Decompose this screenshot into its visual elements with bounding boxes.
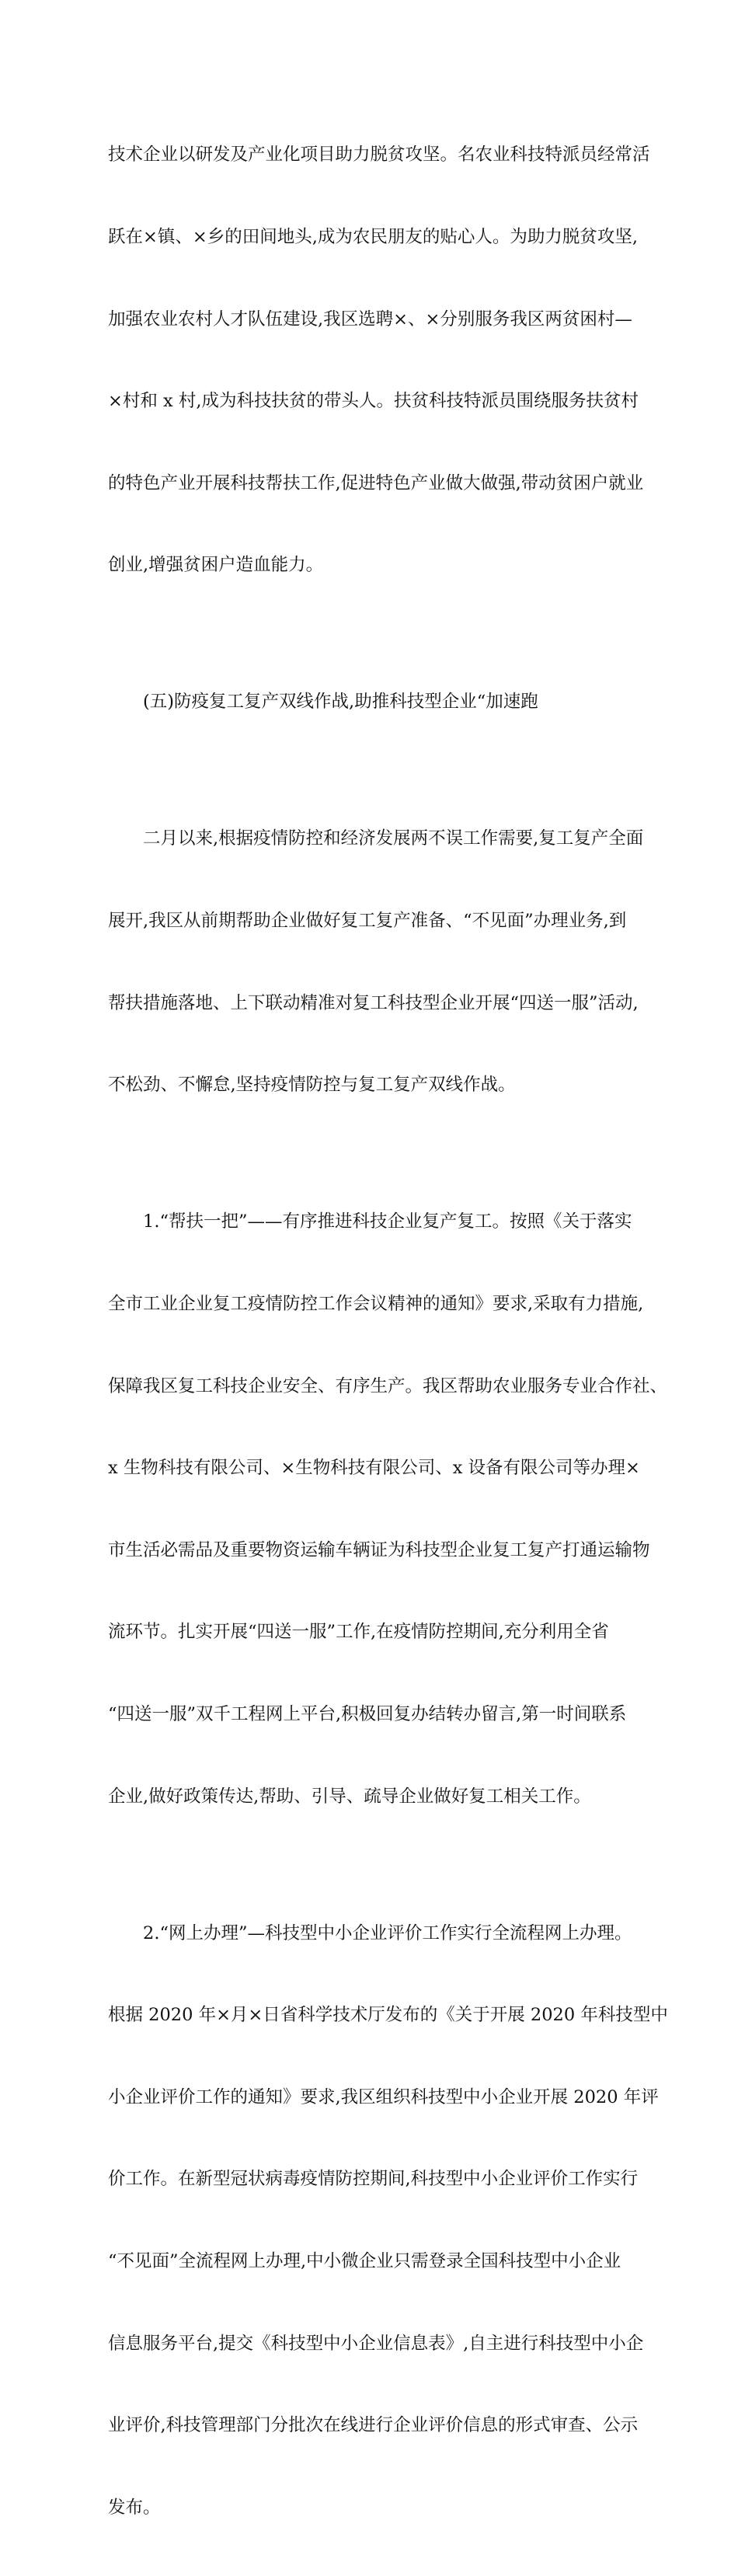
section-heading [108, 634, 644, 771]
text-line: 展开,我区从前期帮助企业做好复工复产准备、“不见面”办理业务,到 [108, 911, 627, 932]
heading-line: (五)防疫复工复产双线作战,助推科技型企业“加速跑 [143, 692, 538, 713]
text-line: 帮扶措施落地、上下联动精准对复工科技型企业开展“四送一服”活动, [108, 992, 639, 1013]
text-line: 小企业评价工作的通知》要求,我区组织科技型中小企业开展 2020 年评 [108, 2086, 659, 2107]
text-line: 2.“网上办理”—科技型中小企业评价工作实行全流程网上办理。 [143, 1922, 632, 1943]
paragraph-1 [108, 87, 650, 634]
text-line: 跃在×镇、×乡的田间地头,成为农民朋友的贴心人。为助力脱贫攻坚, [108, 227, 639, 248]
text-line: 1.“帮扶一把”——有序推进科技企业复产复工。按照《关于落实 [143, 1211, 632, 1232]
text-line: x 生物科技有限公司、×生物科技有限公司、x 设备有限公司等办理× [108, 1458, 640, 1479]
text-line: 创业,增强贫困户造血能力。 [108, 555, 324, 576]
text-line: 保障我区复工科技企业安全、有序生产。我区帮助农业服务专业合作社、 [108, 1375, 668, 1396]
text-line: “四送一服”双千工程网上平台,积极回复办结转办留言,第一时间联系 [108, 1703, 627, 1724]
text-line: 流环节。扎实开展“四送一服”工作,在疫情防控期间,充分利用全省 [108, 1622, 609, 1643]
text-line: 加强农业农村人才队伍建设,我区选聘×、×分别服务我区两贫困村— [108, 308, 632, 329]
text-line: 市生活必需品及重要物资运输车辆证为科技型企业复工复产打通运输物 [108, 1539, 650, 1560]
text-line: 的特色产业开展科技帮扶工作,促进特色产业做大做强,带动贫困户就业 [108, 472, 644, 493]
text-line: 根据 2020 年×月×日省科学技术厅发布的《关于开展 2020 年科技型中 [108, 2005, 668, 2026]
text-line: 技术企业以研发及产业化项目助力脱贫攻坚。名农业科技特派员经常活 [108, 145, 650, 166]
paragraph-3 [108, 1154, 668, 1865]
text-line: 价工作。在新型冠状病毒疫情防控期间,科技型中小企业评价工作实行 [108, 2169, 639, 2190]
text-line: 发布。 [108, 2497, 161, 2518]
text-line: 企业,做好政策传达,帮助、引导、疏导企业做好复工相关工作。 [108, 1786, 591, 1807]
paragraph-4 [108, 1865, 668, 2576]
text-line: 信息服务平台,提交《科技型中小企业信息表》,自主进行科技型中小企 [108, 2333, 644, 2354]
text-line: 全市工业企业复工疫情防控工作会议精神的通知》要求,采取有力措施, [108, 1293, 644, 1314]
text-line: ×村和 x 村,成为科技扶贫的带头人。扶贫科技特派员围绕服务扶贫村 [108, 391, 639, 412]
document-body [108, 87, 668, 2576]
text-line: 二月以来,根据疫情防控和经济发展两不误工作需要,复工复产全面 [143, 828, 644, 849]
text-line: “不见面”全流程网上办理,中小微企业只需登录全国科技型中小企业 [108, 2251, 621, 2272]
paragraph-2 [108, 771, 644, 1154]
text-line: 不松劲、不懈怠,坚持疫情防控与复工复产双线作战。 [108, 1075, 516, 1096]
text-line: 业评价,科技管理部门分批次在线进行企业评价信息的形式审查、公示 [108, 2415, 639, 2436]
